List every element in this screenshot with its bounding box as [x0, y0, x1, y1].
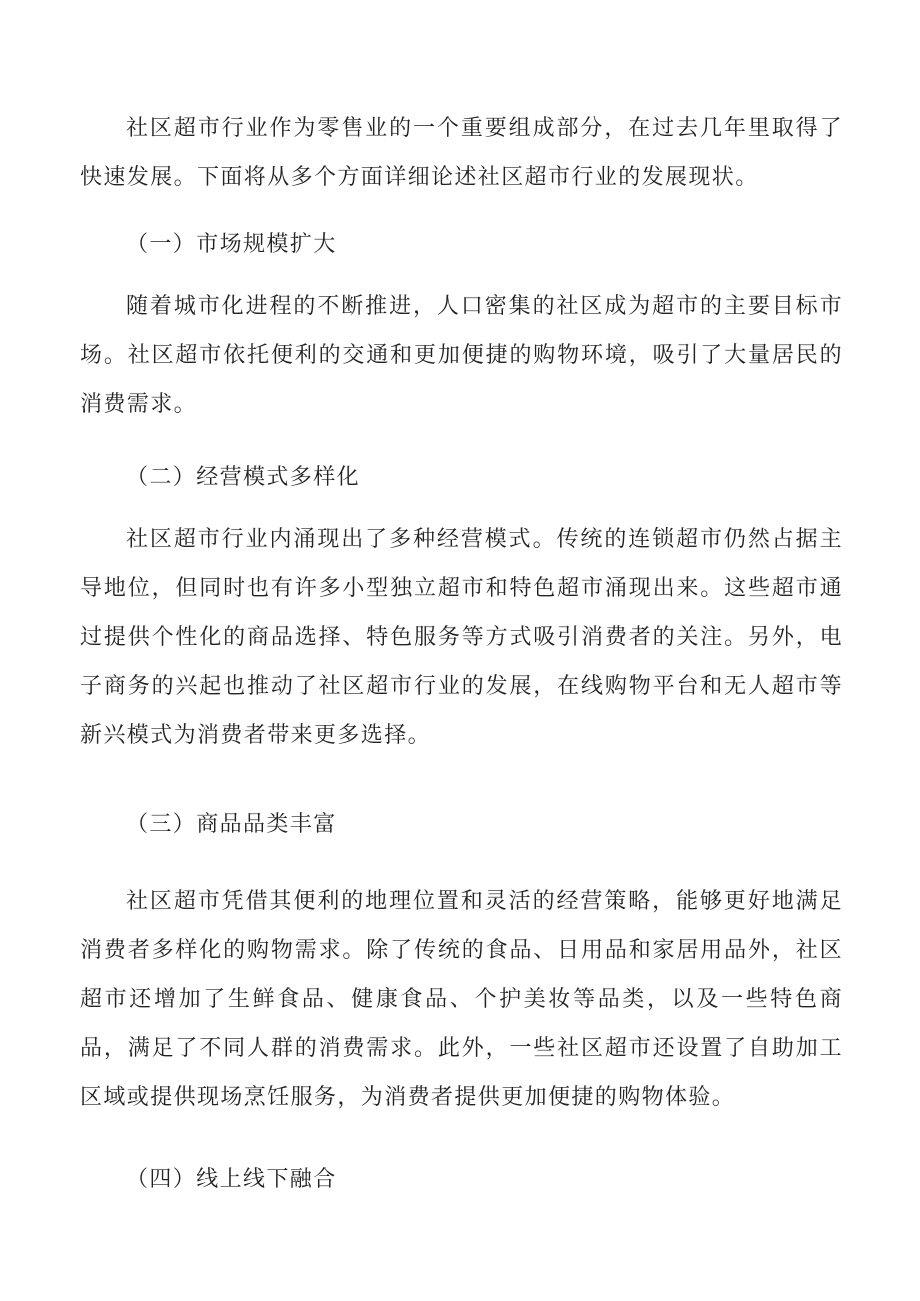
paragraph-business-models: 社区超市行业内涌现出了多种经营模式。传统的连锁超市仍然占据主导地位，但同时也有许多小型独立超市和特色超市涌现出来。这些超市通过提供个性化的商品选择、特色服务等方式吸引消费者的关注。另外，电子商务的兴起也推动了社区超市行业的发展，在线购物平台和无人超市等新兴模式为消费者带来更多选择。	[80, 527, 843, 748]
paragraph-intro: 社区超市行业作为零售业的一个重要组成部分，在过去几年里取得了快速发展。下面将从多个方面详细论述社区超市行业的发展现状。	[80, 116, 843, 190]
section-heading-market-scale: （一）市场规模扩大	[126, 232, 337, 257]
paragraph-market-scale: 随着城市化进程的不断推进，人口密集的社区成为超市的主要目标市场。社区超市依托便利的交通和更加便捷的购物环境，吸引了大量居民的消费需求。	[80, 294, 843, 417]
section-heading-product-categories: （三）商品品类丰富	[126, 812, 337, 837]
section-heading-online-offline: （四）线上线下融合	[126, 1167, 337, 1192]
paragraph-product-categories: 社区超市凭借其便利的地理位置和灵活的经营策略，能够更好地满足消费者多样化的购物需求。除了传统的食品、日用品和家居用品外，社区超市还增加了生鲜食品、健康食品、个护美妆等品类，以及一些特色商品，满足了不同人群的消费需求。此外，一些社区超市还设置了自助加工区域或提供现场烹饪服务，为消费者提供更加便捷的购物体验。	[80, 889, 843, 1110]
section-heading-business-models: （二）经营模式多样化	[126, 465, 361, 490]
